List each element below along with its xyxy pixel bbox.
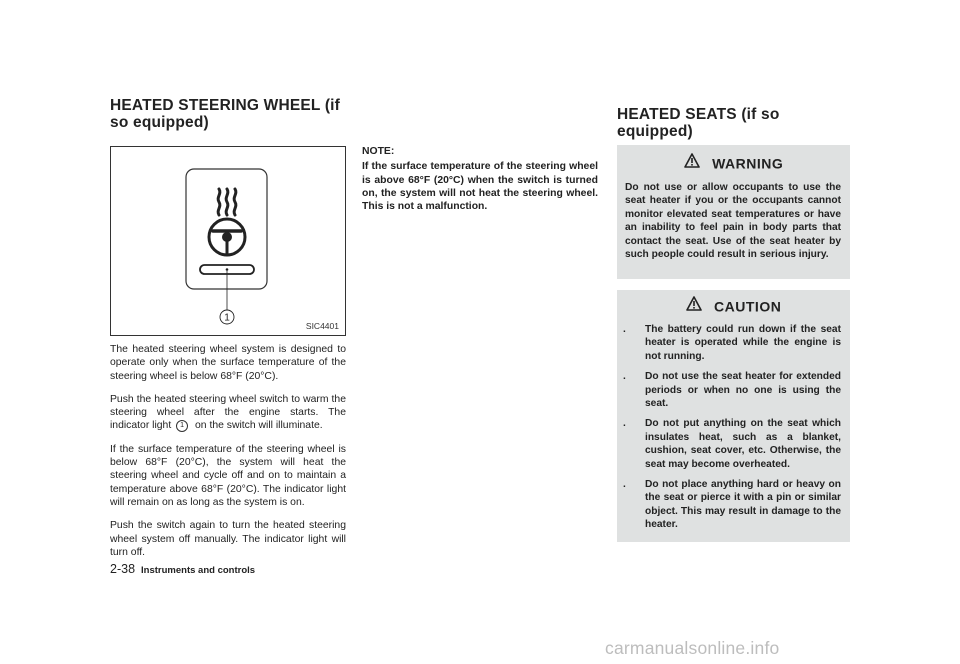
paragraph-2-end: on the switch will illuminate. (195, 420, 323, 432)
warning-triangle-icon (684, 153, 700, 168)
caution-item-text: Do not place anything hard or heavy on the seat or pierce it with a pin or similar object. This may result in damage to the heater. (645, 479, 841, 531)
caution-title: CAUTION (714, 298, 782, 315)
figure-heated-steering-switch (110, 146, 346, 336)
warning-header (617, 154, 850, 171)
note-label: NOTE: (362, 146, 395, 157)
caution-item-text: The battery could run down if the seat heater is operated while the engine is not running. (645, 324, 841, 362)
warning-box (617, 145, 850, 279)
figure-id: SIC4401 (305, 321, 339, 331)
note-text: If the surface temperature of the steering wheel is above 68°F (20°C) when the switch is turned on, the system will not heat the steering wheel. This is not a malfunction. (362, 161, 598, 213)
left-column (110, 343, 346, 569)
paragraph-4: Push the switch again to turn the heated steering wheel system off manually. The indicator light will turn off. (110, 520, 346, 558)
note-block (362, 145, 598, 213)
caution-item-text: Do not put anything on the seat which insulates heat, such as a blanket, cushion, seat cover, etc. Otherwise, the seat may become overheated. (645, 418, 841, 470)
page-number: 2-38 (110, 562, 136, 576)
paragraph-3: If the surface temperature of the steering wheel is below 68°F (20°C), the system will heat the steering wheel and cycle off and on to maintain a temperature above 68°F (20°C). The indicator light will remain on as long as the system is on. (110, 443, 346, 508)
bullet-marker: . (623, 479, 626, 491)
watermark: carmanualsonline.info (605, 638, 780, 658)
right-heading: HEATED SEATS (if so equipped) (617, 106, 780, 140)
section-name: Instruments and controls (141, 565, 256, 576)
callout-label: 1 (224, 312, 230, 324)
callout-inline: 1 (176, 420, 188, 432)
paragraph-2 (110, 393, 346, 433)
caution-box (617, 290, 850, 542)
steering-switch-illustration (111, 147, 345, 335)
caution-header (617, 297, 850, 314)
steering-wheel-heat-icon (209, 189, 245, 255)
warning-title: WARNING (712, 155, 784, 172)
caution-item-text: Do not use the seat heater for extended periods or when no one is using the seat. (645, 371, 841, 410)
paragraph-2-start: Push the heated steering wheel switch to warm the steering wheel after the engine starts. The indicator light (110, 393, 346, 432)
paragraph-1: The heated steering wheel system is designed to operate only when the surface temperature of the steering wheel is below 68°F (20°C). (110, 344, 346, 382)
warning-body (625, 181, 841, 261)
caution-item (621, 478, 841, 532)
bullet-marker: . (623, 418, 626, 430)
caution-triangle-icon (686, 296, 702, 311)
caution-item (621, 370, 841, 410)
warning-text: Do not use or allow occupants to use the seat heater if you or the occupants cannot monitor elevated seat temperatures or have an inability to feel pain in body parts that contact the seat. Use of the seat heater by such people could result in serious injury. (625, 182, 841, 261)
caution-item (621, 417, 841, 471)
bullet-marker: . (623, 324, 626, 335)
left-heading: HEATED STEERING WHEEL (if so equipped) (110, 97, 341, 131)
caution-list (621, 323, 841, 539)
caution-item (621, 323, 841, 363)
bullet-marker: . (623, 371, 626, 383)
page-footer (110, 562, 255, 576)
